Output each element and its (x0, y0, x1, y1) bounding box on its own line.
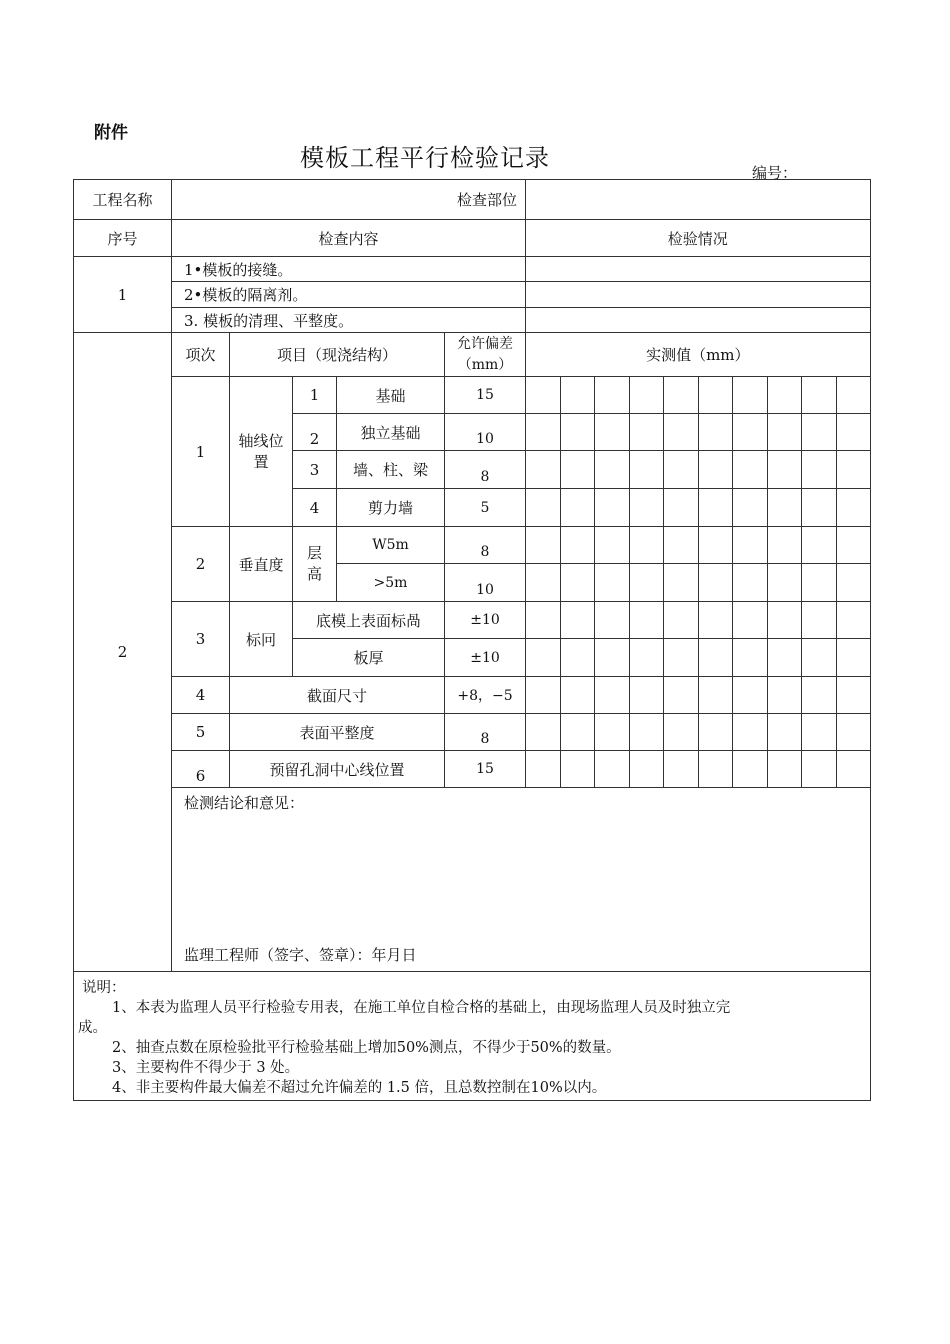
attachment-label: 附件 (94, 123, 128, 143)
measure-cell[interactable] (698, 714, 733, 751)
measure-cell[interactable] (733, 677, 768, 714)
measure-cell[interactable] (595, 677, 630, 714)
measure-cell[interactable] (802, 377, 837, 414)
measure-cell[interactable] (560, 751, 595, 788)
measure-cell[interactable] (560, 451, 595, 489)
measure-cell[interactable] (767, 714, 802, 751)
measure-cell[interactable] (698, 564, 733, 602)
notes-title: 说明： (82, 980, 126, 996)
measure-cell[interactable] (629, 377, 664, 414)
other-tol: +8，−5 (445, 677, 526, 714)
measure-cell[interactable] (802, 564, 837, 602)
measure-cell[interactable] (802, 639, 837, 677)
measure-cell[interactable] (802, 714, 837, 751)
table-row (74, 377, 871, 414)
measure-cell[interactable] (767, 451, 802, 489)
measure-cell[interactable] (526, 714, 561, 751)
measure-cell[interactable] (698, 489, 733, 527)
measure-cell[interactable] (767, 527, 802, 564)
measure-cell[interactable] (560, 714, 595, 751)
axis-row-tol-text: 8 (480, 468, 490, 485)
measure-cell[interactable] (560, 639, 595, 677)
measure-cell[interactable] (664, 602, 699, 639)
section1-result-cell[interactable] (526, 282, 871, 308)
measure-cell[interactable] (664, 527, 699, 564)
measure-cell[interactable] (698, 527, 733, 564)
signature-label: 监理工程师（签字、签章）：年月日 (184, 946, 417, 964)
other-no-text: 6 (195, 767, 206, 785)
measure-cell[interactable] (664, 564, 699, 602)
table-row (74, 308, 871, 333)
section1-item: 2•模板的隔离剂。 (172, 282, 526, 308)
vertical-no: 2 (172, 527, 230, 602)
item-label: 项目（现浇结构） (230, 333, 445, 377)
measure-cell[interactable] (560, 489, 595, 527)
measure-cell[interactable] (595, 414, 630, 451)
note-item: 2、抽查点数在原检验批平行检验基础上增加50%测点，不得少于50%的数量。 (112, 1040, 621, 1056)
notes-cell (74, 972, 871, 1101)
measure-cell[interactable] (664, 489, 699, 527)
measure-cell[interactable] (836, 489, 870, 527)
measure-cell[interactable] (767, 751, 802, 788)
conclusion-row (74, 788, 871, 972)
measure-cell[interactable] (733, 639, 768, 677)
measure-cell[interactable] (733, 451, 768, 489)
other-name: 表面平整度 (230, 714, 445, 751)
measure-cell[interactable] (526, 751, 561, 788)
tolerance-label-line2: （mm） (457, 356, 513, 373)
section1-item: 3. 模板的清理、平整度。 (172, 308, 526, 333)
measure-cell[interactable] (733, 751, 768, 788)
measure-cell[interactable] (733, 564, 768, 602)
measure-cell[interactable] (767, 414, 802, 451)
measure-cell[interactable] (664, 639, 699, 677)
section2-header-row (74, 333, 871, 377)
content-label: 检查内容 (172, 220, 526, 257)
vertical-row-tol-text: 10 (476, 581, 494, 598)
other-tol-text: 8 (480, 731, 490, 747)
conclusion-label: 检测结论和意见： (184, 794, 305, 812)
section1-seq: 1 (74, 257, 172, 333)
vertical-row-tol (445, 564, 526, 602)
measure-cell[interactable] (664, 451, 699, 489)
measure-cell[interactable] (526, 602, 561, 639)
axis-row-no (293, 414, 337, 451)
measure-cell[interactable] (664, 751, 699, 788)
measure-cell[interactable] (767, 377, 802, 414)
axis-row-tol: 5 (445, 489, 526, 527)
note-item: 1、本表为监理人员平行检验专用表，在施工单位自检合格的基础上，由现场监理人员及时独立完 (112, 1000, 731, 1016)
measure-cell[interactable] (698, 751, 733, 788)
measure-cell[interactable] (733, 527, 768, 564)
measure-cell[interactable] (802, 489, 837, 527)
measure-cell[interactable] (526, 677, 561, 714)
measure-cell[interactable] (595, 751, 630, 788)
other-no: 5 (172, 714, 230, 751)
vertical-row-tol-text: 8 (480, 544, 490, 560)
other-tol (445, 714, 526, 751)
item-no-label: 项次 (172, 333, 230, 377)
axis-row-no: 4 (293, 489, 337, 527)
table-row (74, 527, 871, 564)
table-row (74, 602, 871, 639)
measure-cell[interactable] (733, 489, 768, 527)
measure-cell[interactable] (526, 527, 561, 564)
measure-cell[interactable] (698, 677, 733, 714)
measure-cell[interactable] (629, 714, 664, 751)
vertical-row-tol (445, 527, 526, 564)
measure-cell[interactable] (836, 414, 870, 451)
measure-cell[interactable] (595, 527, 630, 564)
measure-cell[interactable] (629, 414, 664, 451)
number-label: 编号： (752, 164, 798, 182)
project-name-label: 工程名称 (74, 180, 172, 220)
measure-cell[interactable] (802, 527, 837, 564)
seq-label: 序号 (74, 220, 172, 257)
measure-cell[interactable] (733, 602, 768, 639)
measure-cell[interactable] (560, 677, 595, 714)
table-row (74, 282, 871, 308)
other-no: 4 (172, 677, 230, 714)
measure-cell[interactable] (802, 451, 837, 489)
measure-cell[interactable] (526, 489, 561, 527)
check-location-field[interactable] (526, 180, 871, 220)
measure-cell[interactable] (664, 714, 699, 751)
measure-cell[interactable] (595, 377, 630, 414)
measure-cell[interactable] (629, 751, 664, 788)
measure-cell[interactable] (595, 602, 630, 639)
axis-label: 轴线位置 (230, 377, 293, 527)
other-tol: 15 (445, 751, 526, 788)
measure-cell[interactable] (698, 451, 733, 489)
measure-cell[interactable] (733, 377, 768, 414)
measure-cell[interactable] (595, 489, 630, 527)
axis-row-name: 独立基础 (337, 414, 445, 451)
notes-row (74, 972, 871, 1101)
tolerance-label-line1: 允许偏差 (457, 335, 514, 352)
measure-cell[interactable] (629, 527, 664, 564)
other-name: 预留孔洞中心线位置 (230, 751, 445, 788)
axis-row-no: 3 (293, 451, 337, 489)
vertical-row-name: W5m (337, 527, 445, 564)
measure-cell[interactable] (698, 414, 733, 451)
measure-cell[interactable] (560, 414, 595, 451)
section1-item: 1•模板的接缝。 (172, 257, 526, 282)
measure-cell[interactable] (836, 602, 870, 639)
measure-cell[interactable] (767, 639, 802, 677)
note-item: 3、主要构件不得少于 3 处。 (112, 1060, 300, 1076)
measure-cell[interactable] (560, 564, 595, 602)
measure-cell[interactable] (733, 414, 768, 451)
measure-cell[interactable] (664, 377, 699, 414)
measure-cell[interactable] (526, 451, 561, 489)
measure-cell[interactable] (698, 639, 733, 677)
elevation-row-tol: ±10 (445, 639, 526, 677)
measure-cell[interactable] (802, 677, 837, 714)
measure-cell[interactable] (767, 677, 802, 714)
axis-row-tol-text: 10 (476, 431, 494, 447)
axis-row-name: 墙、柱、梁 (337, 451, 445, 489)
table-row (74, 714, 871, 751)
measure-cell[interactable] (836, 451, 870, 489)
storey-height-label: 层高 (293, 527, 337, 602)
measure-cell[interactable] (664, 677, 699, 714)
header-row-project (74, 180, 871, 220)
measure-cell[interactable] (767, 489, 802, 527)
measure-cell[interactable] (595, 451, 630, 489)
axis-row-no-text: 2 (309, 430, 320, 448)
vertical-label: 垂直度 (230, 527, 293, 602)
other-name: 截面尺寸 (230, 677, 445, 714)
measure-cell[interactable] (767, 602, 802, 639)
measure-cell[interactable] (733, 714, 768, 751)
measure-cell[interactable] (836, 639, 870, 677)
measure-cell[interactable] (664, 414, 699, 451)
elevation-row-name: 底模上表面标咼 (293, 602, 445, 639)
measure-cell[interactable] (629, 677, 664, 714)
measure-cell[interactable] (836, 527, 870, 564)
measure-cell[interactable] (560, 602, 595, 639)
axis-row-no: 1 (293, 377, 337, 414)
measure-cell[interactable] (560, 377, 595, 414)
elevation-row-tol: ±10 (445, 602, 526, 639)
elevation-no: 3 (172, 602, 230, 677)
vertical-row-name: >5m (337, 564, 445, 602)
conclusion-cell[interactable] (172, 788, 871, 972)
check-location-label: 检查部位 (172, 180, 526, 220)
measure-cell[interactable] (836, 377, 870, 414)
measure-cell[interactable] (698, 602, 733, 639)
measure-cell[interactable] (526, 639, 561, 677)
measure-cell[interactable] (629, 639, 664, 677)
measure-cell[interactable] (836, 677, 870, 714)
measure-cell[interactable] (836, 714, 870, 751)
measure-cell[interactable] (526, 377, 561, 414)
measure-cell[interactable] (836, 751, 870, 788)
section1-result-cell[interactable] (526, 257, 871, 282)
axis-row-tol: 15 (445, 377, 526, 414)
measure-cell[interactable] (595, 639, 630, 677)
note-item-continued: 成。 (78, 1020, 107, 1036)
measure-cell[interactable] (802, 414, 837, 451)
tolerance-label (445, 333, 526, 377)
elevation-label: 标冋 (230, 602, 293, 677)
measure-cell[interactable] (836, 564, 870, 602)
measure-cell[interactable] (698, 377, 733, 414)
measure-cell[interactable] (526, 414, 561, 451)
table-row (74, 677, 871, 714)
measure-cell[interactable] (802, 751, 837, 788)
axis-row-name: 基础 (337, 377, 445, 414)
measure-cell[interactable] (629, 451, 664, 489)
table-row (74, 751, 871, 788)
axis-no: 1 (172, 377, 230, 527)
measure-cell[interactable] (802, 602, 837, 639)
note-item: 4、非主要构件最大偏差不超过允许偏差的 1.5 倍，且总数控制在10%以内。 (112, 1080, 607, 1096)
measure-cell[interactable] (767, 564, 802, 602)
other-no (172, 751, 230, 788)
measure-cell[interactable] (595, 564, 630, 602)
table-row (74, 257, 871, 282)
measured-label: 实测值（mm） (526, 333, 871, 377)
inspection-table (73, 179, 871, 1101)
axis-row-name: 剪力墙 (337, 489, 445, 527)
page-title: 模板工程平行检验记录 (300, 144, 550, 172)
axis-row-tol (445, 414, 526, 451)
measure-cell[interactable] (595, 714, 630, 751)
result-label: 检验情况 (526, 220, 871, 257)
measure-cell[interactable] (526, 564, 561, 602)
measure-cell[interactable] (629, 564, 664, 602)
measure-cell[interactable] (629, 489, 664, 527)
axis-row-tol (445, 451, 526, 489)
section2-seq: 2 (74, 333, 172, 972)
header-row-columns (74, 220, 871, 257)
section1-result-cell[interactable] (526, 308, 871, 333)
measure-cell[interactable] (560, 527, 595, 564)
measure-cell[interactable] (629, 602, 664, 639)
elevation-row-name: 板厚 (293, 639, 445, 677)
